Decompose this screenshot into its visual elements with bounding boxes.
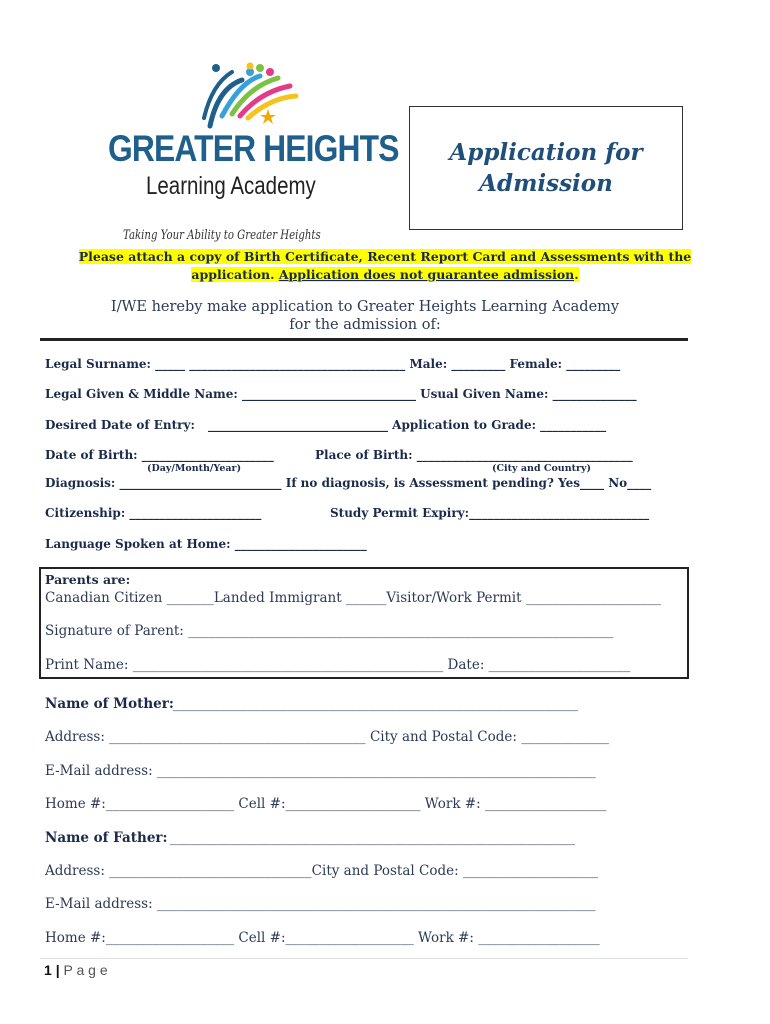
surname-gender-row[interactable]: Legal Surname: _____ ____________________________________ Male: _________ Female: _________ xyxy=(45,357,621,371)
print-name-date-field[interactable]: Print Name: ______________________________________________ Date: _____________________ xyxy=(45,657,631,673)
page-title: Application for Admission xyxy=(449,139,643,197)
logo-tagline: Taking Your Ability to Greater Heights xyxy=(123,228,321,243)
title-box xyxy=(409,106,683,230)
citizenship-field[interactable]: Citizenship: ______________________ xyxy=(45,506,262,520)
logo-subtitle: Learning Academy xyxy=(146,172,316,200)
dob-format-hint: (Day/Month/Year) xyxy=(147,463,242,474)
page-separator: | xyxy=(55,962,60,978)
mother-email-field[interactable]: E-Mail address: _________________________________________________________________ xyxy=(45,763,596,779)
father-name-label: Name of Father: xyxy=(45,830,168,846)
notice-period: . xyxy=(574,267,579,282)
pob-format-hint: (City and Country) xyxy=(492,463,592,474)
entry-date-label: Desired Date of Entry: xyxy=(45,418,195,432)
mother-address-field[interactable]: Address: ______________________________________ City and Postal Code: _____________ xyxy=(45,729,609,745)
section-divider xyxy=(40,338,688,341)
logo-name: GREATER HEIGHTS xyxy=(108,128,399,169)
mother-name-label: Name of Mother: xyxy=(45,696,174,712)
entry-date-grade-field[interactable]: ______________________________ Application to Grade: ___________ xyxy=(208,418,607,432)
place-of-birth-field[interactable]: Place of Birth: ____________________________________ xyxy=(315,448,633,462)
notice-disclaimer: Application does not guarantee admission xyxy=(278,267,575,282)
father-email-field[interactable]: E-Mail address: _________________________________________________________________ xyxy=(45,896,596,912)
page-footer xyxy=(44,962,108,978)
father-phones-field[interactable]: Home #:___________________ Cell #:___________________ Work #: __________________ xyxy=(45,930,600,946)
footer-divider xyxy=(40,958,688,959)
parents-status-field[interactable]: Canadian Citizen _______Landed Immigrant ______Visitor/Work Permit ____________________ xyxy=(45,590,661,606)
attachment-notice xyxy=(40,248,730,284)
parent-signature-field[interactable]: Signature of Parent: _______________________________________________________________ xyxy=(45,623,614,639)
logo-figures-icon xyxy=(100,58,350,138)
intro-line-1: I/WE hereby make application to Greater Heights Learning Academy xyxy=(110,299,620,315)
mother-phones-field[interactable]: Home #:___________________ Cell #:____________________ Work #: __________________ xyxy=(45,796,607,812)
diagnosis-row[interactable]: Diagnosis: ___________________________ If no diagnosis, is Assessment pending? Yes____ No____ xyxy=(45,476,652,490)
date-of-birth-field[interactable]: Date of Birth: ______________________ xyxy=(45,448,274,462)
study-permit-field[interactable]: Study Permit Expiry:______________________________ xyxy=(330,506,650,520)
intro-statement xyxy=(40,298,690,334)
page-number: 1 xyxy=(44,962,52,978)
notice-text: Please attach a copy of Birth Certificate, Recent Report Card and Assessments with the application. xyxy=(78,249,692,282)
page-label: P a g e xyxy=(63,962,108,978)
language-field[interactable]: Language Spoken at Home: ______________________ xyxy=(45,537,367,551)
intro-line-2: for the admission of: xyxy=(289,317,441,333)
parents-heading: Parents are: xyxy=(45,572,131,587)
father-address-field[interactable]: Address: ______________________________City and Postal Code: ____________________ xyxy=(45,863,598,879)
mother-name-field[interactable]: ____________________________________________________________ xyxy=(173,696,578,712)
given-name-row[interactable]: Legal Given & Middle Name: _____________________________ Usual Given Name: ______________ xyxy=(45,387,637,401)
father-name-field[interactable]: ____________________________________________________________ xyxy=(170,830,575,846)
